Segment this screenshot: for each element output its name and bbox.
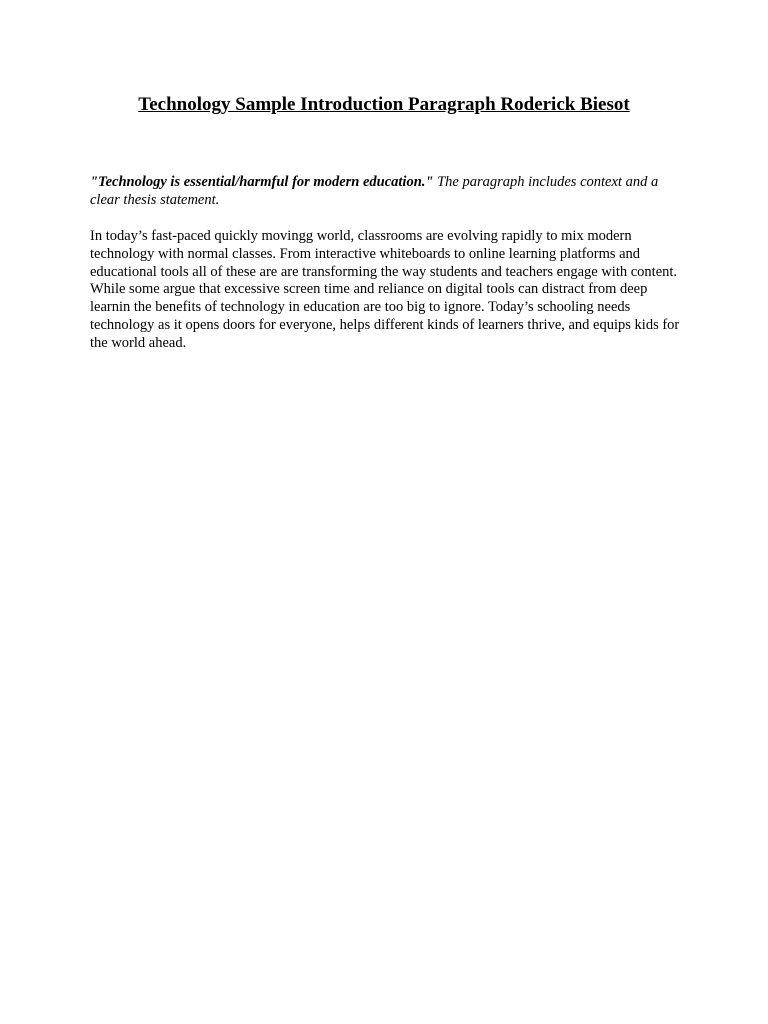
prompt-note: The paragraph includes context and a clear thesis statement.: [90, 174, 659, 208]
thesis-statement: "Technology is essential/harmful for modern education.": [90, 174, 434, 190]
document-title: Technology Sample Introduction Paragraph Roderick Biesot: [138, 94, 630, 115]
introduction-paragraph: In today’s fast-paced quickly movingg world, classrooms are evolving rapidly to mix modern technology with normal classes. From interactive whiteboards to online learning platforms and educational tools all of these are are transforming the way students and teachers engage with content. While some argue that excessive screen time and reliance on digital tools can distract from deep learnin the benefits of technology in education are too big to ignore. Today’s schooling needs technology as it opens doors for everyone, helps different kinds of learners thrive, and equips kids for the world ahead.: [90, 228, 680, 351]
prompt-paragraph: [90, 174, 680, 209]
